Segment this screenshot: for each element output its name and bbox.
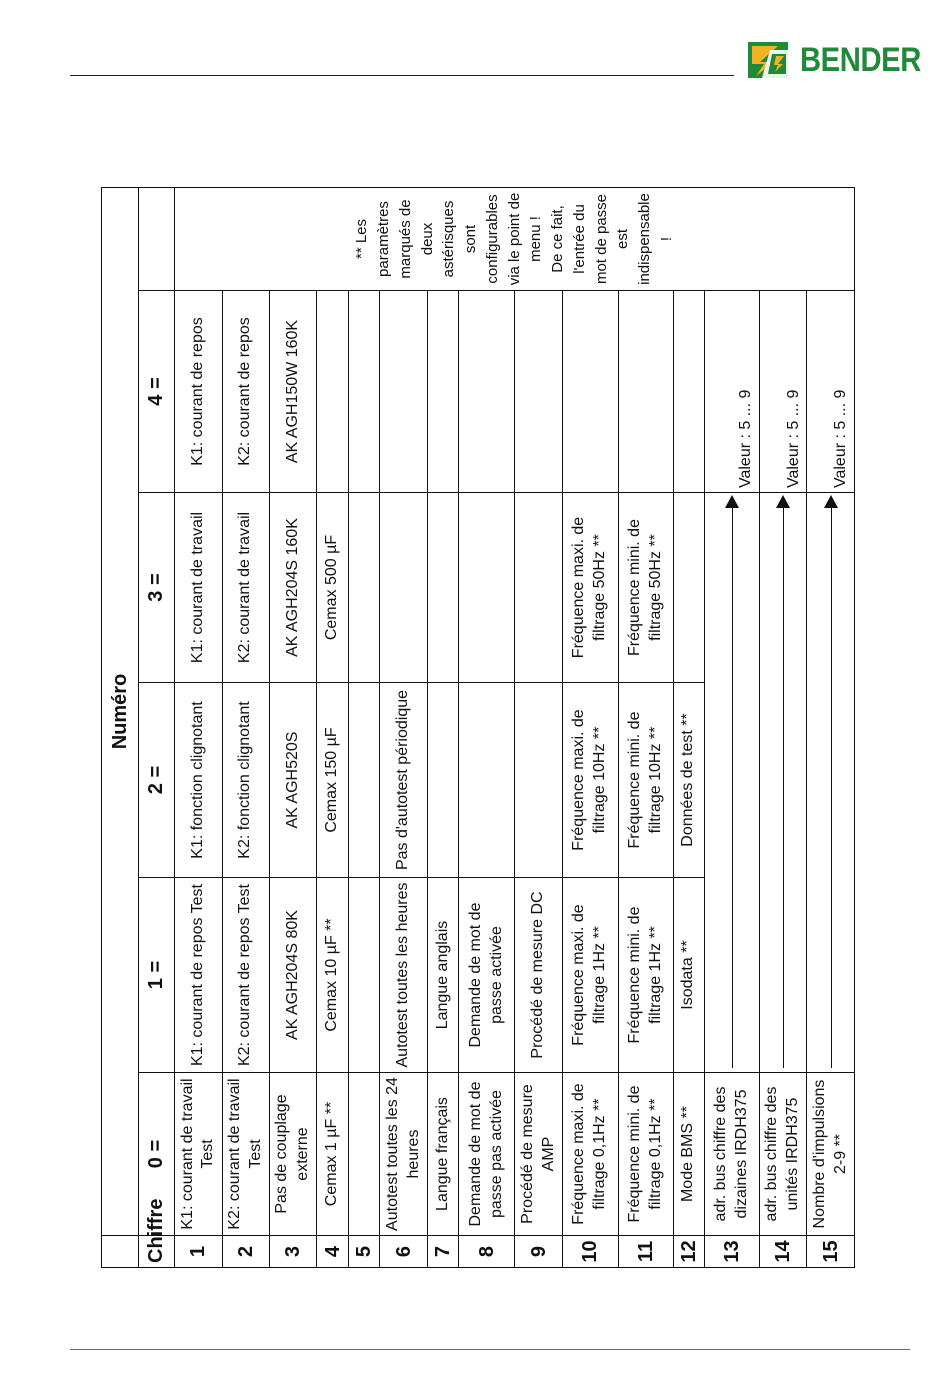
range-arrow-cell xyxy=(760,493,807,1073)
footer-rule xyxy=(70,1349,910,1350)
table-cell: Données de test ** xyxy=(673,683,705,878)
table-cell: Fréquence mini. de filtrage 1Hz ** xyxy=(618,878,673,1073)
row-number: 1 xyxy=(175,1236,222,1268)
table-row xyxy=(562,187,618,1267)
table-cell: K2: courant de repos Test xyxy=(222,878,269,1073)
col-header-3: 3 = xyxy=(138,493,175,683)
table-cell: AK AGH520S xyxy=(270,683,317,878)
row-number: 3 xyxy=(270,1236,317,1268)
table-cell xyxy=(348,1073,380,1236)
table-cell: AK AGH150W 160K xyxy=(270,291,317,493)
table-cell: Fréquence mini. de filtrage 0,1Hz ** xyxy=(618,1073,673,1236)
table-cell: AK AGH204S 160K xyxy=(270,493,317,683)
table-cell: Fréquence maxi. de filtrage 0,1Hz ** xyxy=(562,1073,618,1236)
col-header-1: 1 = xyxy=(138,878,175,1073)
table-cell: K1: courant de repos Test xyxy=(175,878,222,1073)
table-cell xyxy=(618,291,673,493)
row-number: 7 xyxy=(427,1236,459,1268)
row-number: 13 xyxy=(705,1236,760,1268)
range-value: Valeur : 5 ... 9 xyxy=(807,291,855,493)
col-header-2: 2 = xyxy=(138,683,175,878)
table-cell: adr. bus chiffre des unités IRDH375 xyxy=(760,1073,807,1236)
row-number: 5 xyxy=(348,1236,380,1268)
range-arrow-line xyxy=(783,507,784,1068)
table-row xyxy=(270,187,317,1267)
row-number: 9 xyxy=(515,1236,562,1268)
table-cell: K1: courant de travail Test xyxy=(175,1073,222,1236)
table-cell: Isodata ** xyxy=(673,878,705,1073)
range-arrow-cell xyxy=(705,493,760,1073)
row-number: 11 xyxy=(618,1236,673,1268)
table-row xyxy=(222,187,269,1267)
table-cell xyxy=(459,291,515,493)
table-cell xyxy=(459,683,515,878)
range-arrow-line xyxy=(732,507,733,1068)
table-cell xyxy=(515,683,562,878)
table-cell: Autotest toutes les heures xyxy=(380,878,427,1073)
table-cell: Procédé de mesure DC xyxy=(515,878,562,1073)
footnote-line-2: De ce fait, l'entrée du mot de passe est indispensable ! xyxy=(549,193,675,285)
row-number: 14 xyxy=(760,1236,807,1268)
table-cell: K2: courant de repos xyxy=(222,291,269,493)
table-cell: Cemax 10 µF ** xyxy=(317,878,349,1073)
table-cell xyxy=(427,291,459,493)
table-cell xyxy=(348,683,380,878)
arrow-right-icon xyxy=(824,495,838,508)
footnote-cell xyxy=(175,187,855,290)
table-cell: Fréquence mini. de filtrage 50Hz ** xyxy=(618,493,673,683)
row-number: 8 xyxy=(459,1236,515,1268)
table-cell: K1: fonction clignotant xyxy=(175,683,222,878)
table-row xyxy=(673,187,705,1267)
table-cell: Cemax 150 µF xyxy=(317,683,349,878)
table-cell xyxy=(562,291,618,493)
bender-logo-mark-icon xyxy=(748,42,794,78)
table-cell: Fréquence maxi. de filtrage 50Hz ** xyxy=(562,493,618,683)
table-cell: Autotest toutes les 24 heures xyxy=(380,1073,427,1236)
table-cell: Cemax 500 µF xyxy=(317,493,349,683)
table-cell: Langue anglais xyxy=(427,878,459,1073)
table-cell: Demande de mot de passe pas activée xyxy=(459,1073,515,1236)
range-value: Valeur : 5 ... 9 xyxy=(705,291,760,493)
row-number: 4 xyxy=(317,1236,349,1268)
table-row xyxy=(807,187,855,1267)
table-cell: Fréquence maxi. de filtrage 10Hz ** xyxy=(562,683,618,878)
table-cell: Procédé de mesure AMP xyxy=(515,1073,562,1236)
table-cell: Demande de mot de passe activée xyxy=(459,878,515,1073)
table-cell xyxy=(673,291,705,493)
header-rule xyxy=(70,75,734,76)
footnote-line-1: ** Les paramètres marqués de deux astérisques sont configurables via le point de menu ! xyxy=(353,192,545,286)
table-cell: adr. bus chiffre des dizaines IRDH375 xyxy=(705,1073,760,1236)
table-cell: Nombre d'impulsions 2-9 ** xyxy=(807,1073,855,1236)
table-row xyxy=(317,187,349,1267)
table-cell: Fréquence mini. de filtrage 10Hz ** xyxy=(618,683,673,878)
row-number: 15 xyxy=(807,1236,855,1268)
numero-header: Numéro xyxy=(102,187,139,1235)
table-cell: Fréquence maxi. de filtrage 1Hz ** xyxy=(562,878,618,1073)
arrow-right-icon xyxy=(776,495,790,508)
table-cell: Pas d'autotest périodique xyxy=(380,683,427,878)
range-value: Valeur : 5 ... 9 xyxy=(760,291,807,493)
numero-header-spacer xyxy=(102,1236,139,1268)
col-header-note xyxy=(138,187,175,290)
table-row xyxy=(515,187,562,1267)
table-row xyxy=(175,187,222,1267)
table-row xyxy=(618,187,673,1267)
bender-logo xyxy=(748,40,941,80)
table-cell: K2: fonction clignotant xyxy=(222,683,269,878)
chiffre-header: Chiffre xyxy=(138,1236,175,1268)
table-cell xyxy=(515,291,562,493)
row-number: 2 xyxy=(222,1236,269,1268)
table-row xyxy=(459,187,515,1267)
table-row xyxy=(705,187,760,1267)
brand-name: BENDER xyxy=(800,40,921,79)
row-number: 12 xyxy=(673,1236,705,1268)
table-cell: K2: courant de travail xyxy=(222,493,269,683)
table-cell: K1: courant de travail xyxy=(175,493,222,683)
table-cell xyxy=(348,878,380,1073)
table-cell xyxy=(348,291,380,493)
table-cell: Langue français xyxy=(427,1073,459,1236)
table-cell: AK AGH204S 80K xyxy=(270,878,317,1073)
table-row xyxy=(760,187,807,1267)
table-row xyxy=(348,187,380,1267)
arrow-right-icon xyxy=(725,495,739,508)
range-arrow-line xyxy=(831,507,832,1068)
parameter-table-rotated xyxy=(101,188,855,1268)
table-cell xyxy=(427,493,459,683)
table-cell xyxy=(673,493,705,683)
table-cell xyxy=(380,493,427,683)
range-arrow-cell xyxy=(807,493,855,1073)
col-header-4: 4 = xyxy=(138,291,175,493)
table-cell: Pas de couplage externe xyxy=(270,1073,317,1236)
table-cell: K1: courant de repos xyxy=(175,291,222,493)
table-cell xyxy=(380,291,427,493)
table-cell xyxy=(459,493,515,683)
table-row xyxy=(427,187,459,1267)
parameter-table xyxy=(101,187,855,1268)
table-cell xyxy=(317,291,349,493)
table-cell xyxy=(427,683,459,878)
row-number: 10 xyxy=(562,1236,618,1268)
table-cell xyxy=(515,493,562,683)
table-cell: Cemax 1 µF ** xyxy=(317,1073,349,1236)
col-header-0: 0 = xyxy=(138,1073,175,1236)
table-row xyxy=(380,187,427,1267)
table-cell: K2: courant de travail Test xyxy=(222,1073,269,1236)
row-number: 6 xyxy=(380,1236,427,1268)
table-cell xyxy=(348,493,380,683)
table-cell: Mode BMS ** xyxy=(673,1073,705,1236)
